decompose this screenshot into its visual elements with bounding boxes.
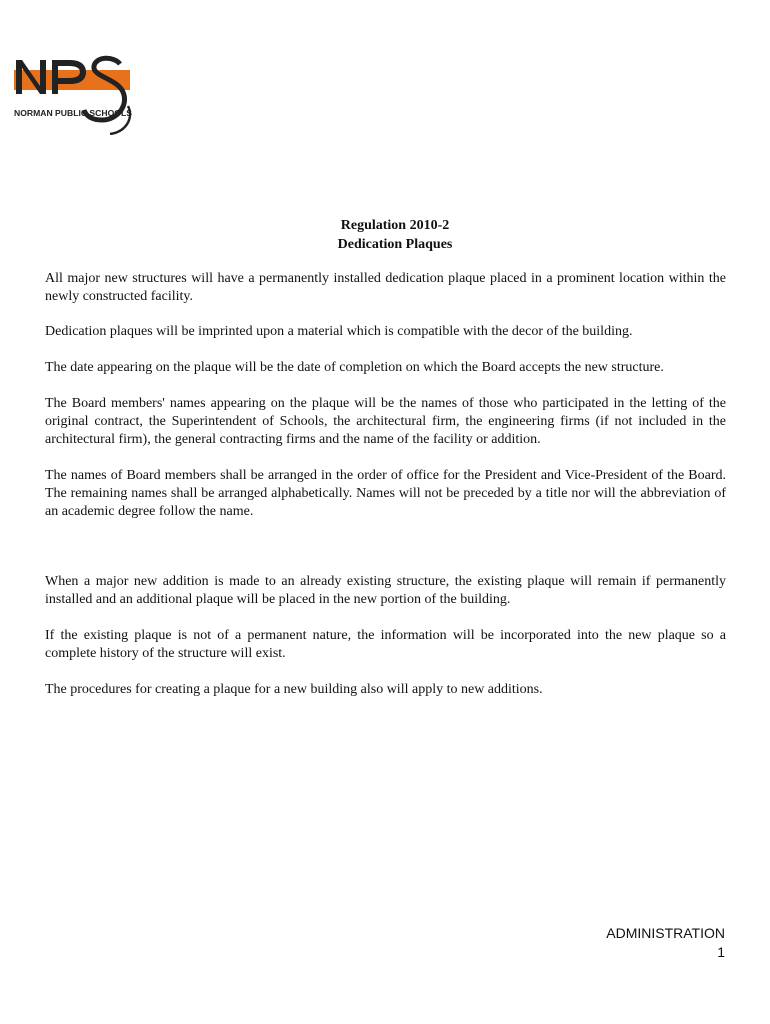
logo-caption: NORMAN PUBLIC SCHOOLS — [14, 108, 132, 118]
paragraph-7: If the existing plaque is not of a permanent nature, the information will be incorporated into the new plaque so a complete history of the structure will exist. — [45, 628, 726, 661]
paragraph-5: The names of Board members shall be arranged in the order of office for the President and Vice-President of the Board. The remaining names shall be arranged alphabetically. Names will not be preceded by a title nor will the abbreviation of an academic degree follow the name. — [45, 468, 726, 519]
page-number: 1 — [717, 944, 725, 960]
paragraph-3: The date appearing on the plaque will be the date of completion on which the Board accepts the new structure. — [45, 360, 664, 375]
paragraph-4: The Board members' names appearing on the plaque will be the names of those who participated in the letting of the original contract, the Superintendent of Schools, the architectural firm, the engineering firms (if not included in the architectural firm), the general contracting firms and the name of the facility or addition. — [45, 396, 726, 447]
paragraph-1: All major new structures will have a permanently installed dedication plaque placed in a prominent location within the newly constructed facility. — [45, 271, 726, 304]
norman-public-schools-logo — [10, 50, 140, 135]
logo-mark-icon — [10, 50, 140, 135]
paragraph-2: Dedication plaques will be imprinted upon a material which is compatible with the decor of the building. — [45, 324, 633, 339]
document-title: Dedication Plaques — [337, 237, 453, 252]
regulation-number: Regulation 2010-2 — [340, 218, 450, 233]
paragraph-8: The procedures for creating a plaque for a new building also will apply to new additions. — [45, 682, 543, 697]
document-title-block — [0, 216, 770, 254]
page-footer — [606, 924, 725, 962]
paragraph-6: When a major new addition is made to an already existing structure, the existing plaque will remain if permanently installed and an additional plaque will be placed in the new portion of the building. — [45, 574, 726, 607]
footer-section: ADMINISTRATION — [606, 925, 725, 941]
